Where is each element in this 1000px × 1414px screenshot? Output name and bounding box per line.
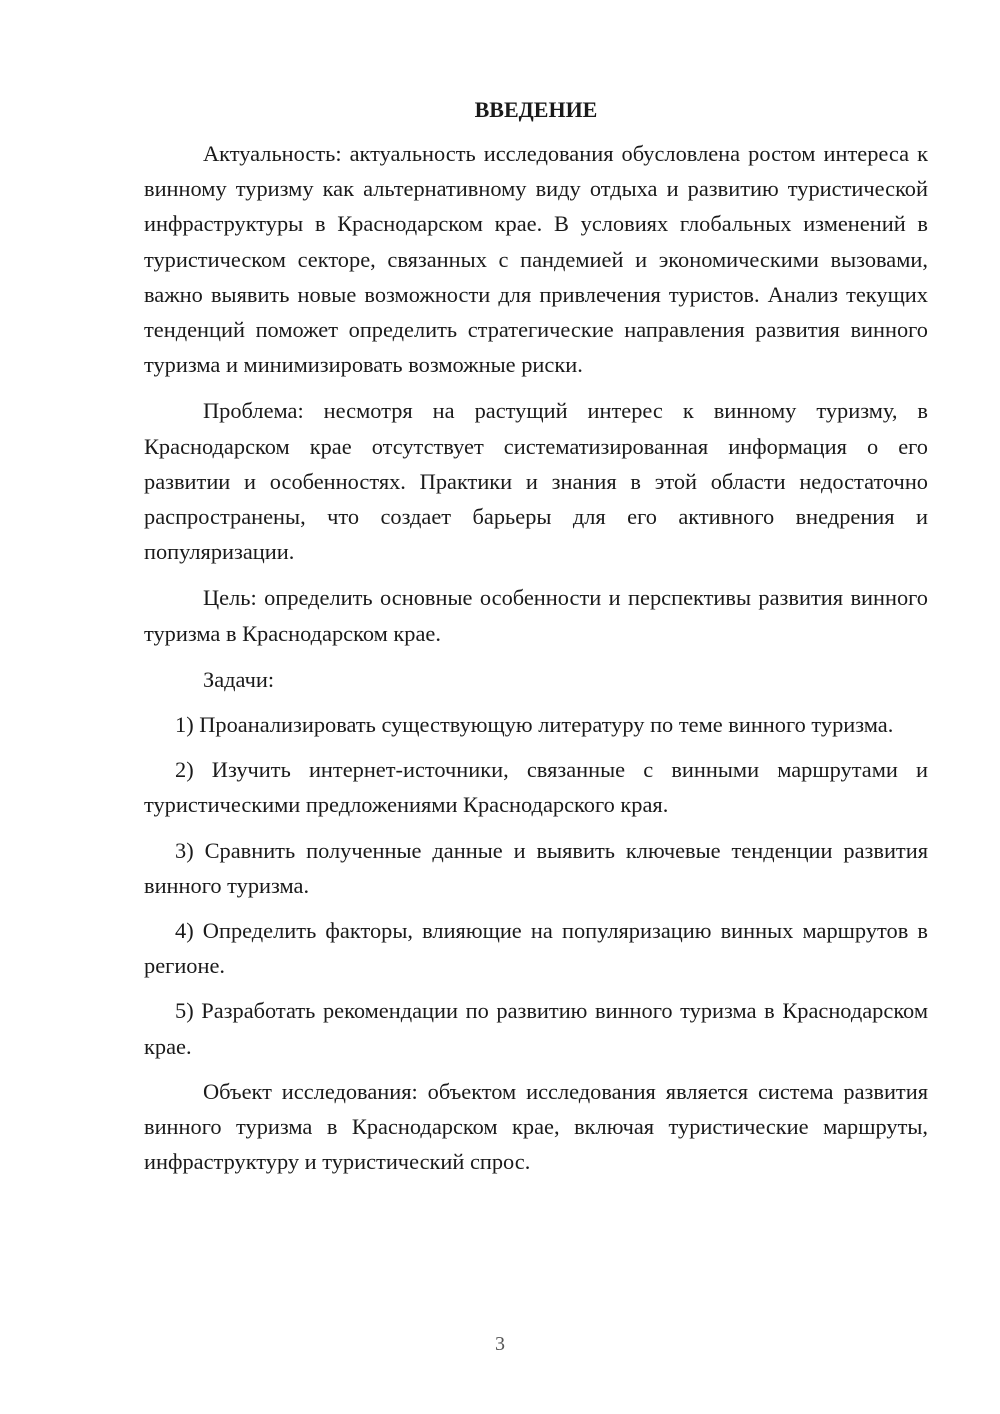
task-item-5: 5) Разработать рекомендации по развитию винного туризма в Краснодарском крае. bbox=[144, 998, 928, 1059]
task-item-1: 1) Проанализировать существующую литературу по теме винного туризма. bbox=[175, 712, 894, 738]
tasks-label: Задачи: bbox=[203, 666, 275, 692]
paragraph-object: Объект исследования: объектом исследования является система развития винного туризма в Краснодарском крае, включая туристические маршруты, инфраструктуру и туристический спрос. bbox=[144, 1078, 928, 1175]
task-item-4: 4) Определить факторы, влияющие на популяризацию винных маршрутов в регионе. bbox=[144, 918, 928, 979]
page-number: 3 bbox=[495, 1333, 505, 1355]
document-page bbox=[144, 94, 928, 1179]
task-item-2: 2) Изучить интернет-источники, связанные с винными маршрутами и туристическими предложениями Краснодарского края. bbox=[144, 757, 928, 818]
paragraph-relevance: Актуальность: актуальность исследования обусловлена ростом интереса к винному туризму как альтернативному виду отдыха и развитию туристической инфраструктуры в Краснодарском крае. В условиях глобальных изменений в туристическом секторе, связанных с пандемией и экономическими вызовами, важно выявить новые возможности для привлечения туристов. Анализ текущих тенденций поможет определить стратегические направления развития винного туризма и минимизировать возможные риски. bbox=[144, 141, 928, 378]
page-title: ВВЕДЕНИЕ bbox=[474, 97, 598, 122]
task-item-3: 3) Сравнить полученные данные и выявить ключевые тенденции развития винного туризма. bbox=[144, 837, 928, 898]
paragraph-problem: Проблема: несмотря на растущий интерес к винному туризму, в Краснодарском крае отсутствует систематизированная информация о его развитии и особенностях. Практики и знания в этой области недостаточно распространены, что создает барьеры для его активного внедрения и популяризации. bbox=[144, 398, 928, 565]
paragraph-goal: Цель: определить основные особенности и перспективы развития винного туризма в Краснодарском крае. bbox=[144, 585, 928, 646]
